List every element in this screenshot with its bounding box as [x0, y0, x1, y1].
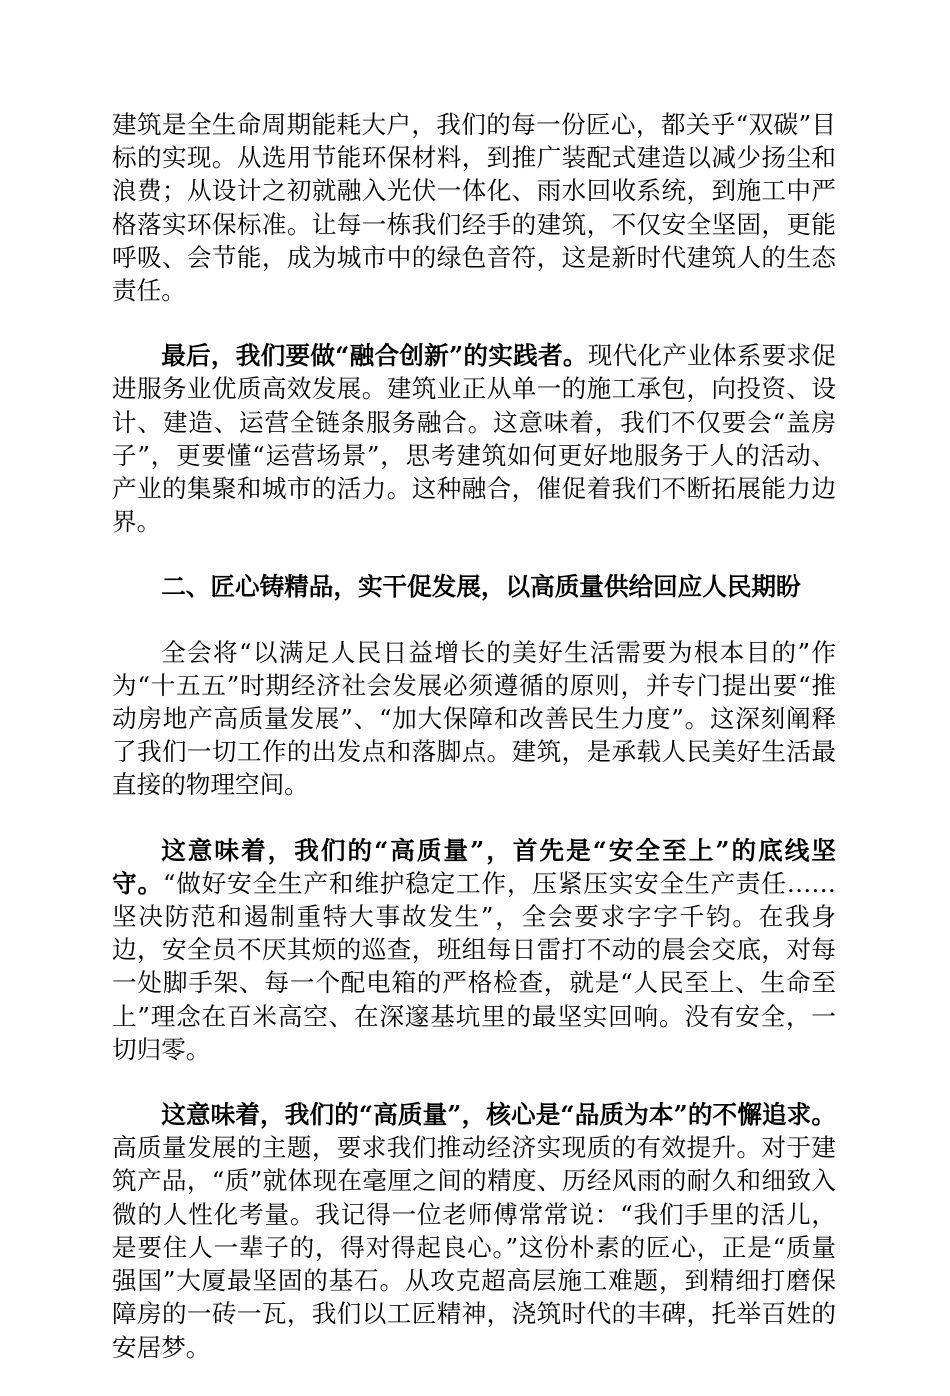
paragraph-quality — [112, 1098, 836, 1364]
paragraph-integration — [112, 339, 836, 538]
paragraph-plenary — [112, 636, 836, 802]
paragraph-text: 全会将“以满足人民日益增长的美好生活需要为根本目的”作为“十五五”时期经济社会发展必须遵循的原则，并专门提出要“推动房地产高质量发展”、“加大保障和改善民生力度”。这深刻阐释了我们一切工作的出发点和落脚点。建筑，是承载人民美好生活最直接的物理空间。 — [112, 637, 836, 800]
paragraph-lead: 这意味着，我们的“高质量”，核心是“品质为本”的不懈追求。 — [161, 1100, 836, 1130]
paragraph-lead: 最后，我们要做“融合创新”的实践者。 — [161, 341, 588, 371]
paragraph-text: 高质量发展的主题，要求我们推动经济实现质的有效提升。对于建筑产品，“质”就体现在毫厘之间的精度、历经风雨的耐久和细致入微的人性化考量。我记得一位老师傅常常说：“我们手里的活儿，是要住人一辈子的，得对得起良心。”这份朴素的匠心，正是“质量强国”大厦最坚固的基石。从攻克超高层施工难题，到精细打磨保障房的一砖一瓦，我们以工匠精神，浇筑时代的丰碑，托举百姓的安居梦。 — [112, 1133, 836, 1362]
paragraph-lead: 这意味着，我们的“高质量”，首先是“安全至上”的底线坚守。 — [112, 835, 836, 898]
document-page — [112, 108, 836, 1396]
paragraph-text: “做好安全生产和维护稳定工作，压紧压实安全生产责任……坚决防范和遏制重特大事故发生”，全会要求字字千钧。在我身边，安全员不厌其烦的巡查，班组每日雷打不动的晨会交底，对每一处脚手架、每一个配电箱的严格检查，就是“人民至上、生命至上”理念在百米高空、在深邃基坑里的最坚实回响。没有安全，一切归零。 — [112, 868, 836, 1064]
paragraph-ecology — [112, 108, 836, 307]
paragraph-safety — [112, 834, 836, 1066]
section-heading: 二、匠心铸精品，实干促发展，以高质量供给回应人民期盼 — [161, 572, 801, 602]
paragraph-text: 建筑是全生命周期能耗大户，我们的每一份匠心，都关乎“双碳”目标的实现。从选用节能环保材料，到推广装配式建造以减少扬尘和浪费；从设计之初就融入光伏一体化、雨水回收系统，到施工中严格落实环保标准。让每一栋我们经手的建筑，不仅安全坚固，更能呼吸、会节能，成为城市中的绿色音符，这是新时代建筑人的生态责任。 — [112, 110, 836, 306]
paragraph-text: 现代化产业体系要求促进服务业优质高效发展。建筑业正从单一的施工承包，向投资、设计、建造、运营全链条服务融合。这意味着，我们不仅要会“盖房子”，更要懂“运营场景”，思考建筑如何更好地服务于人的活动、产业的集聚和城市的活力。这种融合，催促着我们不断拓展能力边界。 — [112, 341, 836, 537]
